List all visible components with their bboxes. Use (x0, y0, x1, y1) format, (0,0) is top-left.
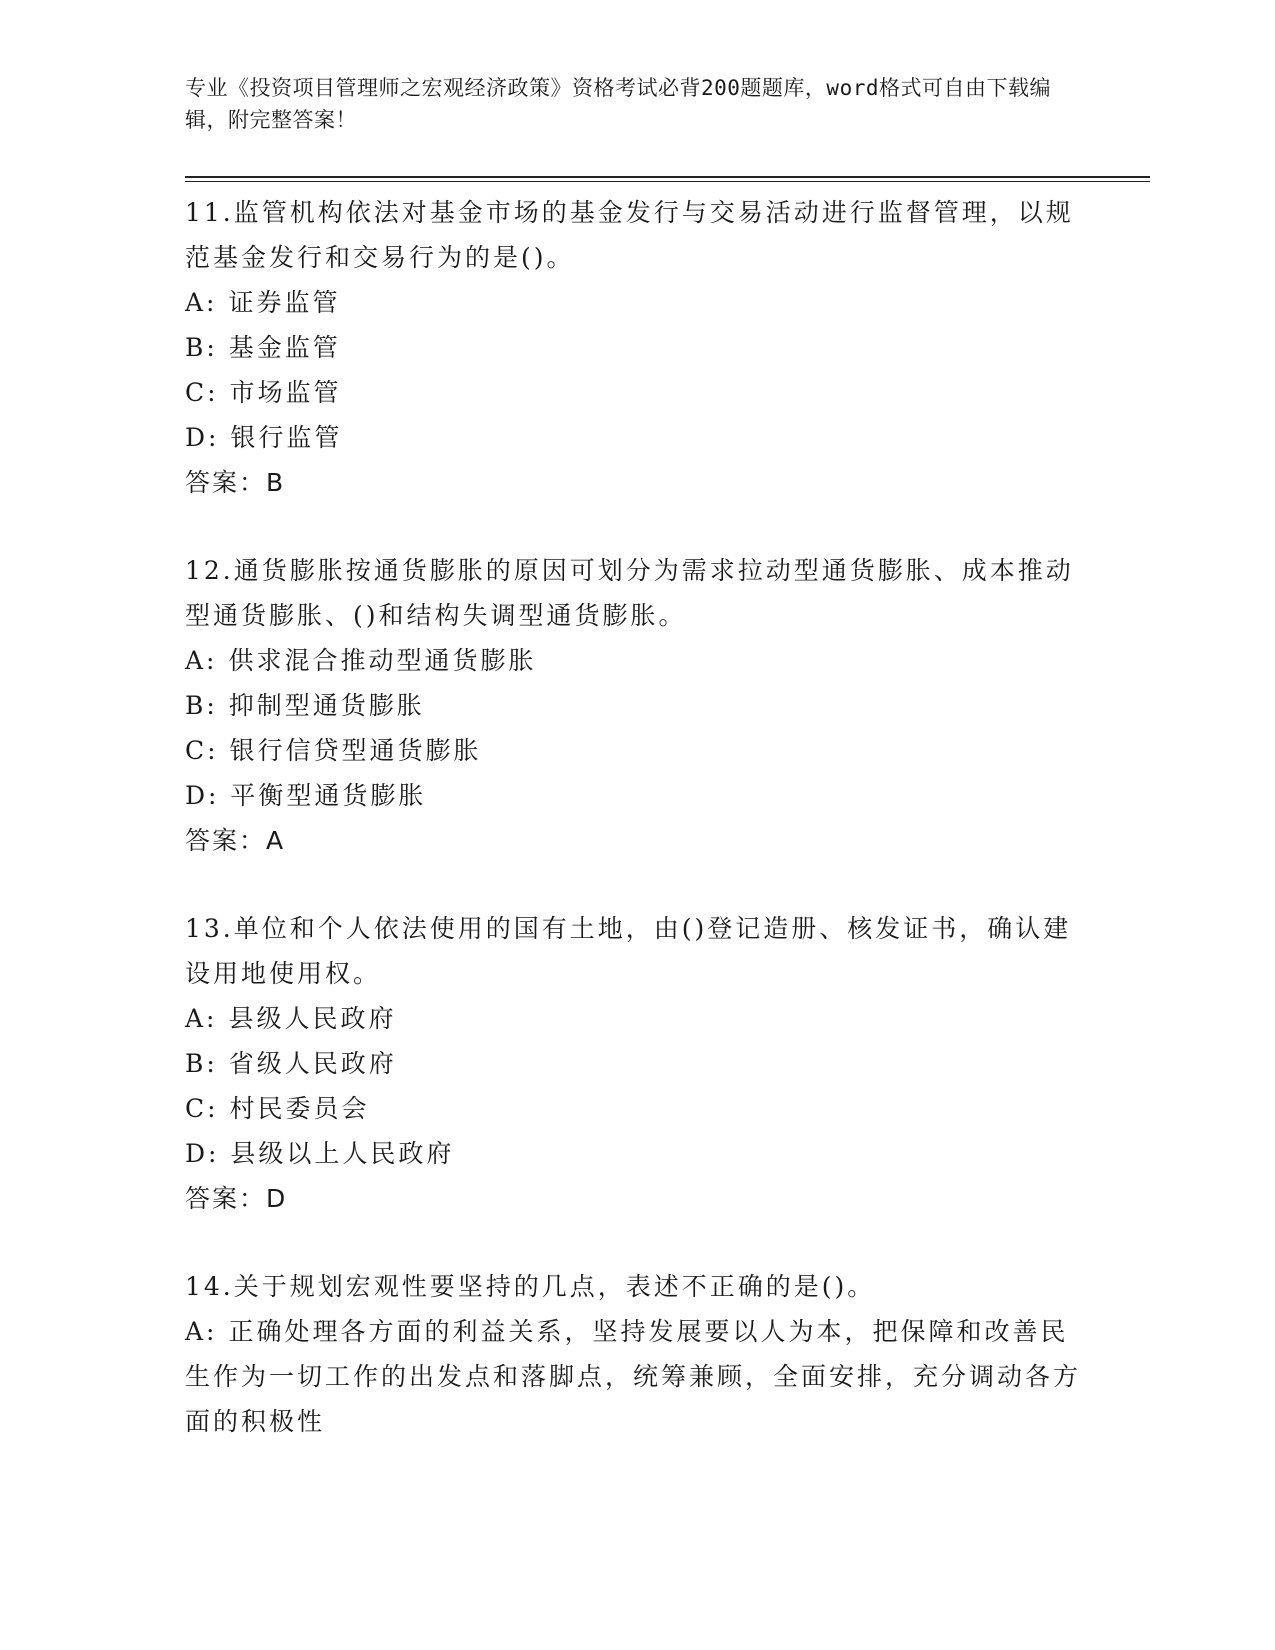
header-rule-thin (185, 181, 1150, 182)
option-key: D: (185, 781, 220, 810)
option-c (185, 728, 1085, 773)
option-key: B: (185, 691, 218, 720)
answer-label: 答案： (185, 826, 267, 855)
option-text: 银行信贷型通货膨胀 (229, 736, 482, 765)
option-key: D: (185, 1139, 220, 1168)
option-b (185, 325, 1085, 370)
option-text: 省级人民政府 (228, 1049, 397, 1078)
option-key: A: (185, 288, 218, 317)
answer-line (185, 1176, 1085, 1221)
option-text: 县级人民政府 (228, 1004, 397, 1033)
option-key: A: (185, 1004, 218, 1033)
option-key: C: (185, 378, 219, 407)
option-key: D: (185, 423, 220, 452)
answer-label: 答案： (185, 1184, 267, 1213)
option-text: 县级以上人民政府 (230, 1139, 455, 1168)
option-b (185, 1041, 1085, 1086)
option-c (185, 370, 1085, 415)
option-a (185, 1309, 1085, 1444)
option-a (185, 638, 1085, 683)
option-text: 证券监管 (228, 288, 341, 317)
option-text: 正确处理各方面的利益关系，坚持发展要以人为本，把保障和改善民生作为一切工作的出发点和落脚点，统筹兼顾，全面安排，充分调动各方面的积极性 (185, 1317, 1082, 1436)
question-14 (185, 1264, 1085, 1444)
option-key: C: (185, 736, 219, 765)
answer-line (185, 460, 1085, 505)
question-stem: 14.关于规划宏观性要坚持的几点，表述不正确的是()。 (185, 1272, 876, 1301)
header-rule-thick (185, 176, 1150, 178)
option-d (185, 1131, 1085, 1176)
option-key: B: (185, 1049, 218, 1078)
option-text: 基金监管 (228, 333, 341, 362)
question-12 (185, 548, 1085, 863)
question-stem: 13.单位和个人依法使用的国有土地，由()登记造册、核发证书，确认建设用地使用权。 (185, 914, 1072, 988)
answer-value: D (266, 1184, 288, 1213)
answer-value: A (266, 826, 286, 855)
option-key: A: (185, 646, 218, 675)
option-text: 村民委员会 (229, 1094, 370, 1123)
question-stem: 12.通货膨胀按通货膨胀的原因可划分为需求拉动型通货膨胀、成本推动型通货膨胀、()和结构失调型通货膨胀。 (185, 556, 1074, 630)
question-list (185, 190, 1085, 1487)
option-text: 市场监管 (229, 378, 342, 407)
option-c (185, 1086, 1085, 1131)
question-13 (185, 906, 1085, 1221)
option-key: B: (185, 333, 218, 362)
option-key: C: (185, 1094, 219, 1123)
option-text: 供求混合推动型通货膨胀 (228, 646, 537, 675)
option-key: A: (185, 1317, 218, 1346)
question-stem: 11.监管机构依法对基金市场的基金发行与交易活动进行监督管理，以规范基金发行和交易行为的是()。 (185, 198, 1074, 272)
question-11 (185, 190, 1085, 505)
option-text: 平衡型通货膨胀 (230, 781, 427, 810)
option-d (185, 773, 1085, 818)
answer-label: 答案： (185, 468, 267, 497)
option-d (185, 415, 1085, 460)
document-header: 专业《投资项目管理师之宏观经济政策》资格考试必背200题题库，word格式可自由下载编辑，附完整答案！ (185, 76, 1051, 132)
answer-value: B (266, 468, 286, 497)
option-a (185, 996, 1085, 1041)
option-text: 银行监管 (230, 423, 343, 452)
option-text: 抑制型通货膨胀 (228, 691, 425, 720)
option-b (185, 683, 1085, 728)
answer-line (185, 818, 1085, 863)
option-a (185, 280, 1085, 325)
